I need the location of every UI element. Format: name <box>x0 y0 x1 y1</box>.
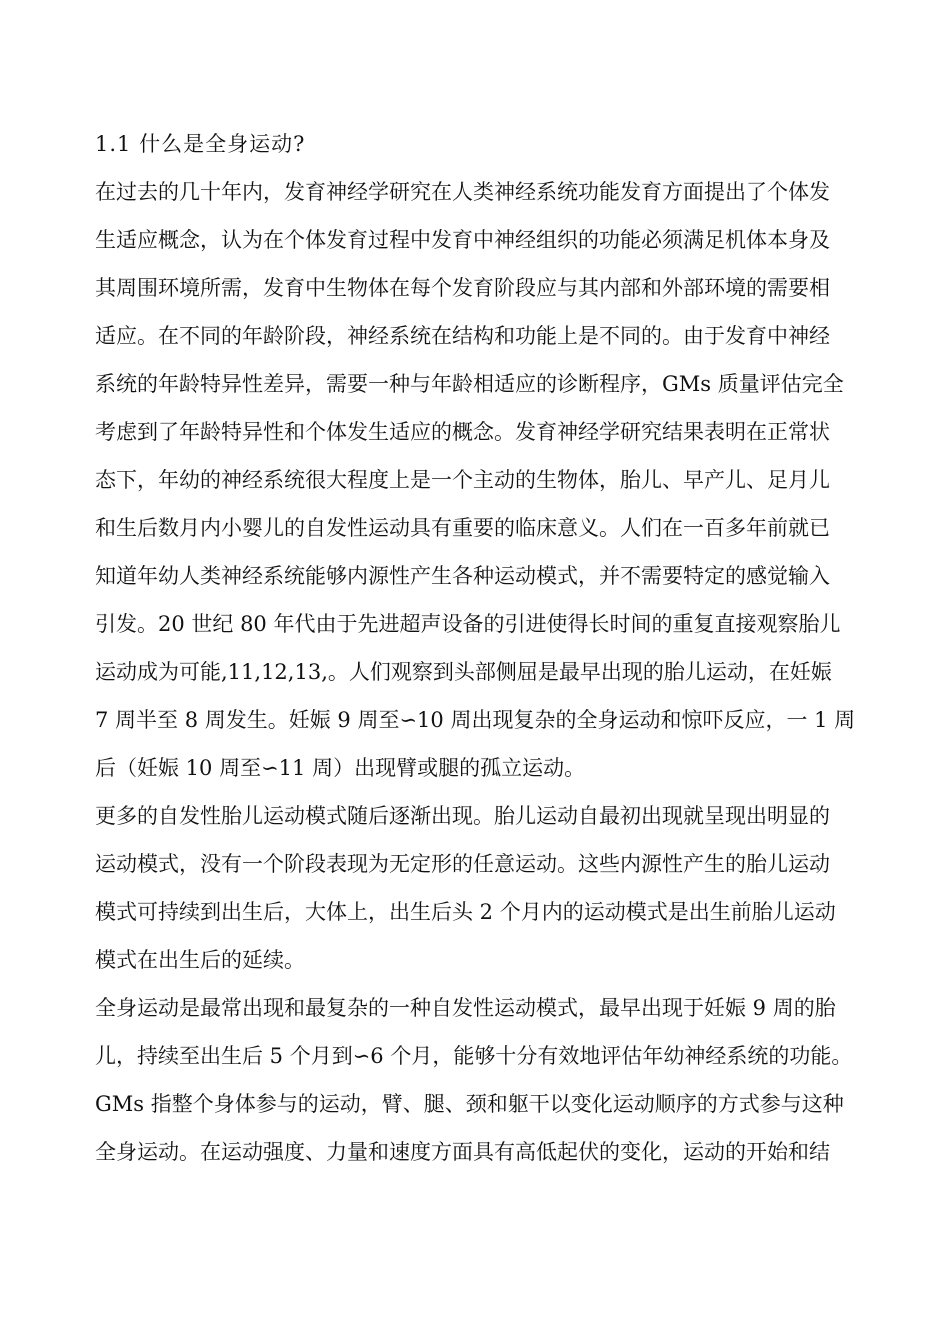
text-line: 模式在出生后的延续。 <box>95 948 305 972</box>
paragraph-1 <box>95 168 885 792</box>
text-line: 后（妊娠 10 周至∽11 周）出现臂或腿的孤立运动。 <box>95 756 586 780</box>
text-line: 引发。20 世纪 80 年代由于先进超声设备的引进使得长时间的重复直接观察胎儿 <box>95 612 841 636</box>
text-line: 知道年幼人类神经系统能够内源性产生各种运动模式，并不需要特定的感觉输入 <box>95 564 830 588</box>
text-line: 更多的自发性胎儿运动模式随后逐渐出现。胎儿运动自最初出现就呈现出明显的 <box>95 804 830 828</box>
text-line: 生适应概念，认为在个体发育过程中发育中神经组织的功能必须满足机体本身及 <box>95 228 830 252</box>
text-line: 运动模式，没有一个阶段表现为无定形的任意运动。这些内源性产生的胎儿运动 <box>95 852 830 876</box>
text-line: 系统的年龄特异性差异，需要一种与年龄相适应的诊断程序，GMs 质量评估完全 <box>95 372 844 396</box>
text-line: 适应。在不同的年龄阶段，神经系统在结构和功能上是不同的。由于发育中神经 <box>95 324 830 348</box>
text-line: 考虑到了年龄特异性和个体发生适应的概念。发育神经学研究结果表明在正常状 <box>95 420 830 444</box>
text-line: 7 周半至 8 周发生。妊娠 9 周至∽10 周出现复杂的全身运动和惊吓反应，一 1 周 <box>95 708 856 732</box>
text-line: 全身运动。在运动强度、力量和速度方面具有高低起伏的变化，运动的开始和结 <box>95 1140 830 1164</box>
text-line: 儿，持续至出生后 5 个月到∽6 个月，能够十分有效地评估年幼神经系统的功能。 <box>95 1044 853 1068</box>
section-heading: 1.1 什么是全身运动? <box>95 132 306 156</box>
text-line: 运动成为可能,11,12,13,。人们观察到头部侧屈是最早出现的胎儿运动，在妊娠 <box>95 660 832 684</box>
text-line: 在过去的几十年内，发育神经学研究在人类神经系统功能发育方面提出了个体发 <box>95 180 830 204</box>
text-line: 和生后数月内小婴儿的自发性运动具有重要的临床意义。人们在一百多年前就已 <box>95 516 830 540</box>
text-line: 态下，年幼的神经系统很大程度上是一个主动的生物体，胎儿、早产儿、足月儿 <box>95 468 830 492</box>
text-line: 全身运动是最常出现和最复杂的一种自发性运动模式，最早出现于妊娠 9 周的胎 <box>95 996 836 1020</box>
text-line: 其周围环境所需，发育中生物体在每个发育阶段应与其内部和外部环境的需要相 <box>95 276 830 300</box>
paragraph-3 <box>95 984 885 1176</box>
text-line: GMs 指整个身体参与的运动，臂、腿、颈和躯干以变化运动顺序的方式参与这种 <box>95 1092 844 1116</box>
document-body <box>95 120 885 1176</box>
paragraph-2 <box>95 792 885 984</box>
text-line: 模式可持续到出生后，大体上，出生后头 2 个月内的运动模式是出生前胎儿运动 <box>95 900 836 924</box>
